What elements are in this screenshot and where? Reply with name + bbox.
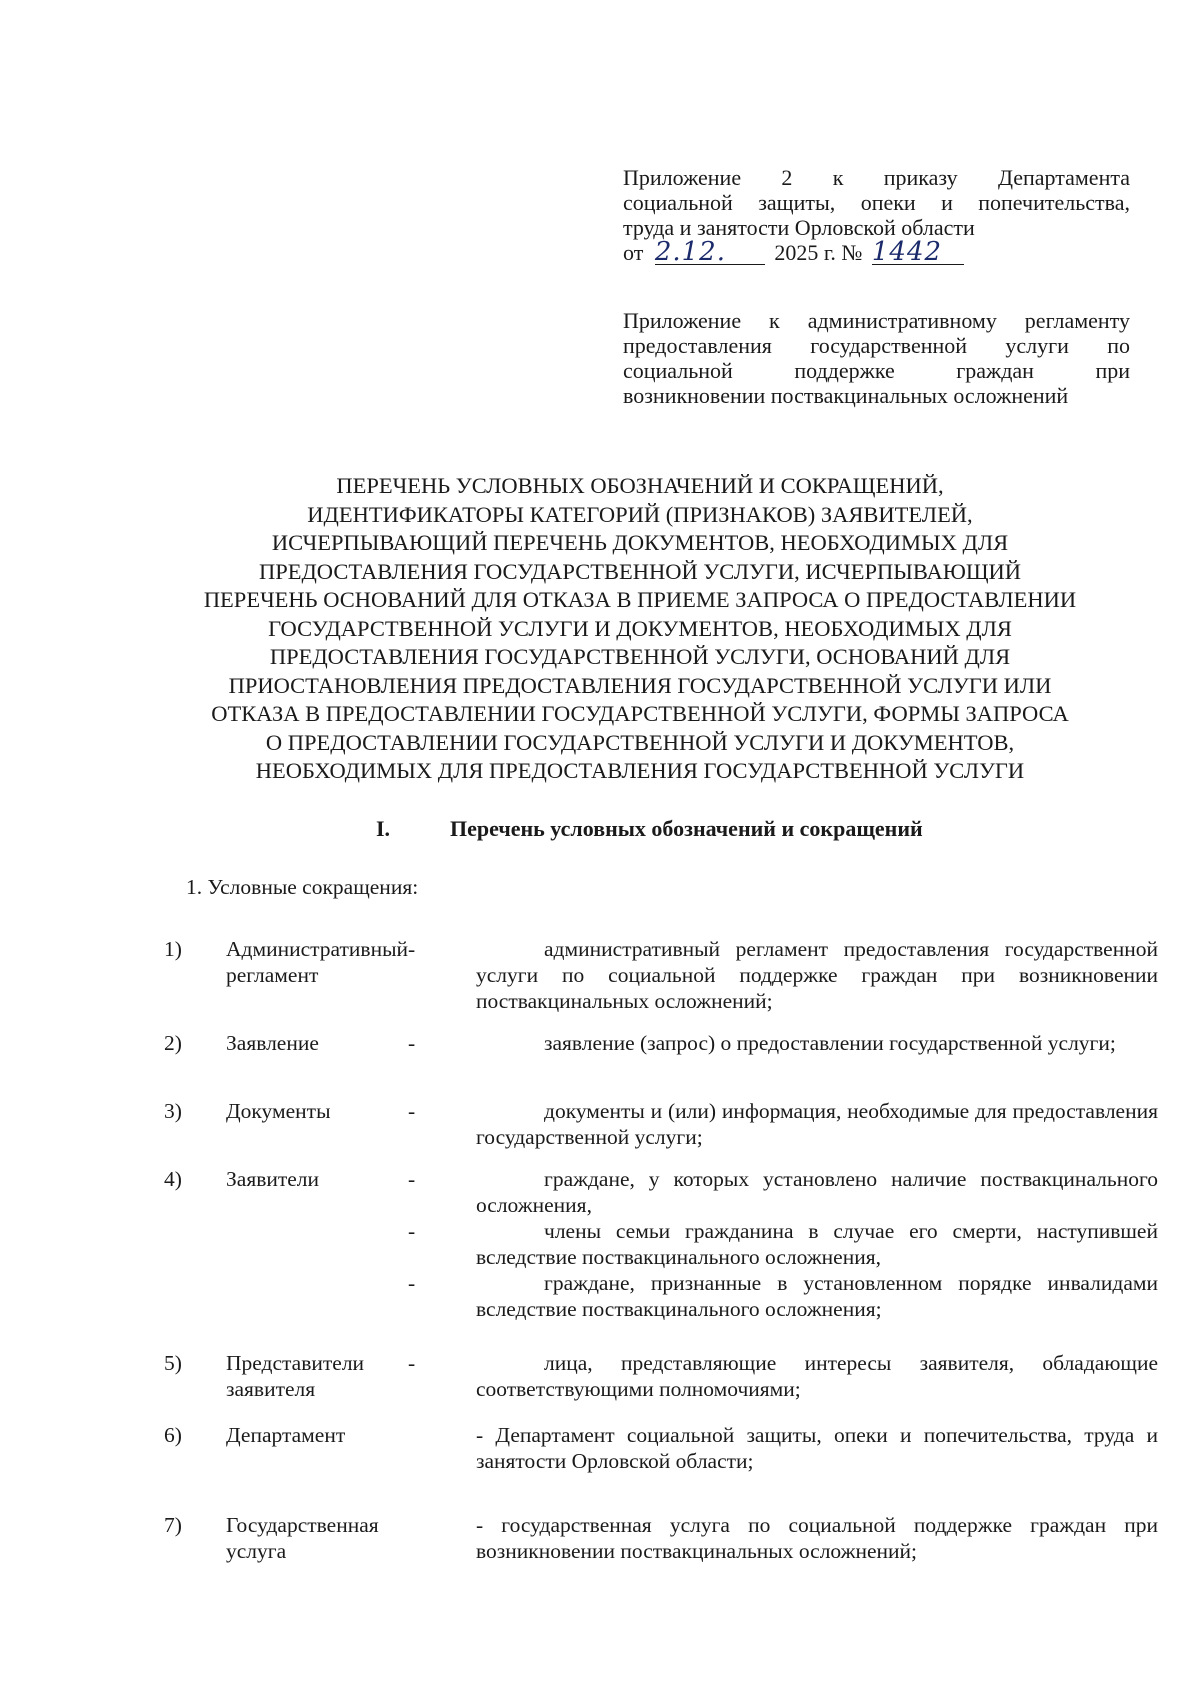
abbreviation-term	[226, 1030, 456, 1056]
definition-text: документы и (или) информация, необходимые для предоставления государственной услуги;	[476, 1099, 1158, 1149]
definition-text: лица, представляющие интересы заявителя, обладающие соответствующими полномочиями;	[476, 1351, 1158, 1401]
definition-paragraph	[408, 1218, 1158, 1270]
title-line: ПРИОСТАНОВЛЕНИЯ ПРЕДОСТАВЛЕНИЯ ГОСУДАРСТВЕННОЙ УСЛУГИ ИЛИ	[228, 672, 1052, 698]
abbreviation-number: 4)	[164, 1167, 182, 1191]
title-line: ПЕРЕЧЕНЬ УСЛОВНЫХ ОБОЗНАЧЕНИЙ И СОКРАЩЕНИЙ,	[336, 473, 944, 498]
definition-dash: -	[408, 1167, 416, 1191]
abbreviation-term	[226, 1098, 456, 1124]
abbreviation-definition	[408, 936, 1158, 1014]
abbreviation-term	[226, 1512, 456, 1564]
definition-paragraph	[408, 1098, 1158, 1150]
abbreviation-definition	[476, 1512, 1158, 1564]
definition-text: заявление (запрос) о предоставлении государственной услуги;	[544, 1031, 1116, 1055]
abbreviation-term-line: Заявители	[226, 1167, 320, 1191]
definition-paragraph	[408, 1030, 1158, 1056]
title-line: ПРЕДОСТАВЛЕНИЯ ГОСУДАРСТВЕННОЙ УСЛУГИ, ОСНОВАНИЙ ДЛЯ	[269, 644, 1011, 669]
definition-dash: -	[408, 1031, 416, 1055]
appendix-order-block	[623, 165, 1130, 265]
definition-text: граждане, признанные в установленном порядке инвалидами вследствие поствакцинального осложнения;	[476, 1271, 1158, 1321]
abbreviations-intro: 1. Условные сокращения:	[186, 875, 419, 899]
definition-paragraph	[408, 1350, 1158, 1402]
appendix-order-line: труда и занятости Орловской области	[623, 215, 975, 240]
appendix-regulation-line: социальной поддержке граждан при	[623, 358, 1130, 383]
title-line: ГОСУДАРСТВЕННОЙ УСЛУГИ И ДОКУМЕНТОВ, НЕОБХОДИМЫХ ДЛЯ	[268, 615, 1012, 641]
abbreviation-term	[226, 1166, 456, 1192]
definition-text: - Департамент социальной защиты, опеки и попечительства, труда и занятости Орловской области;	[476, 1423, 1158, 1473]
definition-dash: -	[408, 1271, 416, 1295]
abbreviation-number: 1)	[164, 937, 182, 961]
abbreviation-number: 3)	[164, 1099, 182, 1123]
order-year-text: 2025 г. №	[774, 240, 863, 265]
abbreviation-number: 2)	[164, 1031, 182, 1055]
definition-dash: -	[408, 1099, 416, 1123]
abbreviation-definition	[476, 1422, 1158, 1474]
document-title	[140, 472, 1140, 786]
definition-paragraph	[408, 1166, 1158, 1218]
order-number-handwritten: 1442	[872, 240, 964, 265]
definition-text: - государственная услуга по социальной поддержке граждан при возникновении поствакцинальных осложнений;	[476, 1513, 1158, 1563]
abbreviation-definition	[408, 1350, 1158, 1402]
appendix-order-line: Приложение 2 к приказу Департамента	[623, 165, 1130, 190]
abbreviation-number: 7)	[164, 1513, 182, 1537]
definition-paragraph	[408, 1270, 1158, 1322]
definition-text: граждане, у которых установлено наличие поствакцинального осложнения,	[476, 1167, 1158, 1217]
section-number: I.	[376, 816, 391, 841]
definition-dash: -	[408, 1219, 416, 1243]
title-line: ИСЧЕРПЫВАЮЩИЙ ПЕРЕЧЕНЬ ДОКУМЕНТОВ, НЕОБХОДИМЫХ ДЛЯ	[271, 530, 1009, 555]
abbreviation-term-line: Документы	[226, 1099, 331, 1123]
abbreviation-number: 5)	[164, 1351, 182, 1375]
abbreviation-definition	[408, 1030, 1158, 1056]
abbreviation-term	[226, 1350, 456, 1402]
abbreviation-term-line: услуга	[226, 1539, 287, 1563]
title-line: ПРЕДОСТАВЛЕНИЯ ГОСУДАРСТВЕННОЙ УСЛУГИ, ИСЧЕРПЫВАЮЩИЙ	[258, 558, 1022, 584]
title-line: НЕОБХОДИМЫХ ДЛЯ ПРЕДОСТАВЛЕНИЯ ГОСУДАРСТВЕННОЙ УСЛУГИ	[255, 758, 1025, 783]
definition-text: члены семьи гражданина в случае его смерти, наступившей вследствие поствакцинального осложнения,	[476, 1219, 1158, 1269]
appendix-regulation-line: предоставления государственной услуги по	[623, 333, 1130, 358]
abbreviation-term-line: Административный	[226, 937, 409, 961]
abbreviation-term-line: Заявление	[226, 1031, 319, 1055]
definition-dash: -	[408, 1351, 416, 1375]
abbreviation-term-line: Государственная	[226, 1513, 379, 1537]
title-line: ИДЕНТИФИКАТОРЫ КАТЕГОРИЙ (ПРИЗНАКОВ) ЗАЯВИТЕЛЕЙ,	[307, 501, 973, 527]
appendix-regulation-block	[623, 308, 1130, 408]
title-line: О ПРЕДОСТАВЛЕНИИ ГОСУДАРСТВЕННОЙ УСЛУГИ И ДОКУМЕНТОВ,	[265, 729, 1015, 755]
abbreviation-definition	[408, 1098, 1158, 1150]
abbreviation-term-line: Департамент	[226, 1423, 346, 1447]
order-date-handwritten: 2.12.	[655, 240, 765, 265]
appendix-regulation-line: Приложение к административному регламенту	[623, 308, 1130, 333]
order-date-number-line	[623, 237, 1130, 267]
title-line: ОТКАЗА В ПРЕДОСТАВЛЕНИИ ГОСУДАРСТВЕННОЙ УСЛУГИ, ФОРМЫ ЗАПРОСА	[211, 701, 1069, 726]
abbreviation-term-line: Представители	[226, 1351, 365, 1375]
definition-dash: -	[408, 937, 416, 961]
abbreviation-number: 6)	[164, 1423, 182, 1447]
title-line: ПЕРЕЧЕНЬ ОСНОВАНИЙ ДЛЯ ОТКАЗА В ПРИЕМЕ ЗАПРОСА О ПРЕДОСТАВЛЕНИИ	[203, 587, 1077, 612]
definition-text: административный регламент предоставления государственной услуги по социальной поддержке граждан при возникновении поствакцинальных осложнений;	[476, 937, 1158, 1013]
abbreviation-term-line: заявителя	[226, 1377, 316, 1401]
abbreviation-term	[226, 1422, 456, 1448]
section-title: Перечень условных обозначений и сокращений	[450, 816, 923, 841]
abbreviation-definition	[408, 1166, 1158, 1322]
abbreviation-term-line: регламент	[226, 963, 319, 987]
appendix-regulation-line: возникновении поствакцинальных осложнений	[623, 383, 1069, 408]
appendix-order-line: социальной защиты, опеки и попечительства,	[623, 190, 1130, 215]
order-prefix: от	[623, 240, 644, 265]
abbreviation-term	[226, 936, 456, 988]
definition-paragraph	[408, 936, 1158, 1014]
